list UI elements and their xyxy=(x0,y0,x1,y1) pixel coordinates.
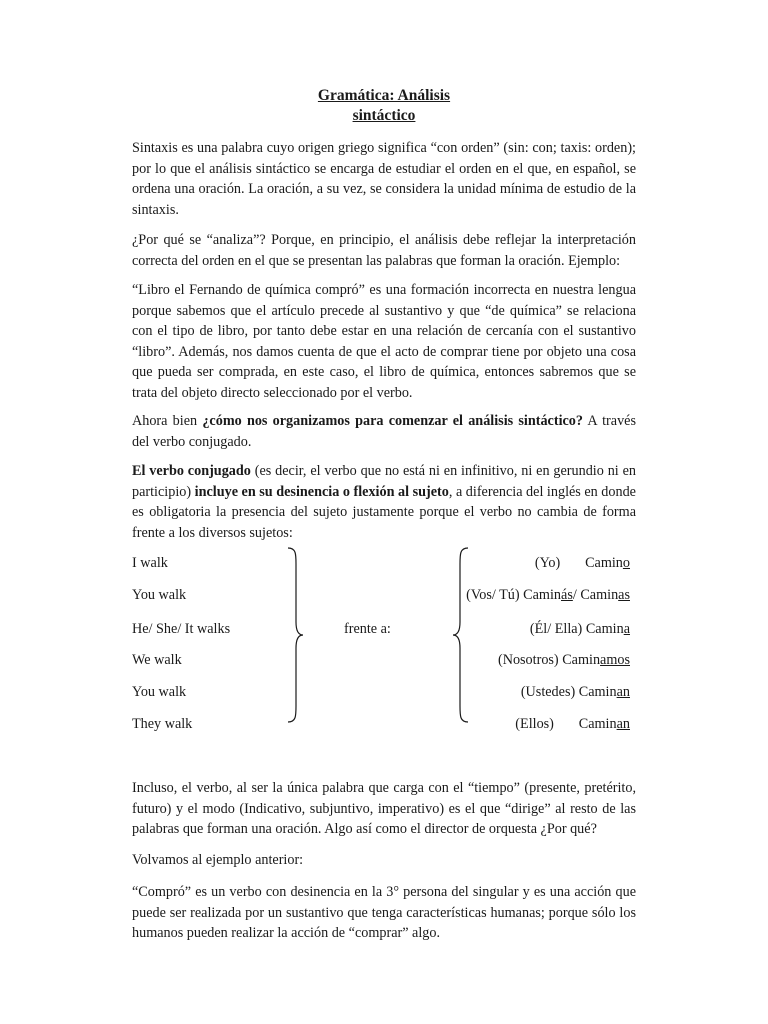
verb-ending: o xyxy=(622,555,630,571)
pronoun: (Ellos) xyxy=(515,716,554,732)
paragraph-6: Incluso, el verbo, al ser la única palabra que carga con el “tiempo” (presente, pretérito, futuro) y el modo (Indicativo, subjuntivo, imperativo) es el que “dirige” al resto de las palabras que forman una oración. Algo así como el director de orquesta ¿Por qué? xyxy=(132,780,636,838)
pronoun: (Yo) xyxy=(534,555,561,571)
english-conj-6: They walk xyxy=(132,716,193,732)
left-brace xyxy=(450,546,470,724)
paragraph-7: Volvamos al ejemplo anterior: xyxy=(132,852,304,868)
verb-stem: Camin xyxy=(562,652,601,668)
verb-ending: ás xyxy=(561,587,573,603)
p4-text-pre: Ahora bien xyxy=(132,413,203,429)
verb-ending: amos xyxy=(600,652,630,668)
verb-stem: Camin xyxy=(578,716,617,732)
spanish-conj-2 xyxy=(466,585,630,605)
paragraph-3: “Libro el Fernando de química compró” es una formación incorrecta en nuestra lengua porque sabemos que el artículo precede al sustantivo y que “de química” se relaciona con el tipo de libro, por tanto debe estar en una relación de cercanía con el sustantivo “libro”. Además, nos damos cuenta de que el acto de comprar tiene por objeto una cosa que pueda ser comprada, en este caso, el libro de química, entonces sabremos que se trata del objeto directo seleccionado por el verbo. xyxy=(132,282,636,401)
english-conj-2: You walk xyxy=(132,587,187,603)
verb-ending: a xyxy=(623,621,630,637)
pronoun: (Él/ Ella) xyxy=(529,621,583,637)
right-brace xyxy=(286,546,306,724)
pronoun: (Nosotros) xyxy=(497,652,559,668)
english-conj-1: I walk xyxy=(132,555,168,571)
spanish-conj-3 xyxy=(530,619,630,639)
p5-bold-1: El verbo conjugado xyxy=(132,463,251,479)
pronoun: (Vos/ Tú) xyxy=(466,587,520,603)
paragraph-8: “Compró” es un verbo con desinencia en la 3° persona del singular y es una acción que puede ser realizada por un sustantivo que tenga características humanas; porque sólo los humanos pueden realizar la acción de “comprar” algo. xyxy=(132,884,636,942)
spanish-conj-1 xyxy=(535,553,630,573)
verb-ending: an xyxy=(616,684,630,700)
p5-bold-2: incluye en su desinencia o flexión al sujeto xyxy=(194,483,449,500)
spanish-conj-4 xyxy=(498,650,630,670)
document-title xyxy=(0,86,768,126)
verb-alt-stem: / Camin xyxy=(572,587,619,603)
verb-ending: an xyxy=(616,716,630,732)
p5-text-2: , a diferencia del inglés en donde es obligatoria la presencia del sujeto justamente porque el verbo no cambia de forma frente a los diversos sujetos: xyxy=(132,483,636,541)
verb-stem: Camin xyxy=(585,555,623,571)
title-line-1: Gramática: Análisis xyxy=(317,87,451,104)
verb-alt-ending: as xyxy=(618,587,630,603)
spanish-conj-6 xyxy=(515,714,630,734)
title-line-2: sintáctico xyxy=(352,107,416,124)
verb-stem: Camin xyxy=(578,684,617,700)
pronoun: (Ustedes) xyxy=(520,684,576,700)
p4-question: ¿cómo nos organizamos para comenzar el análisis sintáctico? xyxy=(202,413,583,429)
english-conj-4: We walk xyxy=(132,652,182,668)
paragraph-4 xyxy=(132,411,636,452)
english-conj-5: You walk xyxy=(132,684,187,700)
p4-text-post: A través del verbo conjugado. xyxy=(132,413,636,450)
frente-label: frente a: xyxy=(344,621,391,637)
paragraph-1: Sintaxis es una palabra cuyo origen griego significa “con orden” (sin: con; taxis: orden); por lo que el análisis sintáctico se encarga de estudiar el orden en el que, en español, se ordena una oración. La oración, a su vez, se considera la unidad mínima de estudio de la sintaxis. xyxy=(132,140,636,218)
p5-text-1: (es decir, el verbo que no está ni en infinitivo, ni en gerundio ni en participio) xyxy=(132,463,636,500)
spanish-conj-5 xyxy=(521,682,630,702)
verb-stem: Camin xyxy=(523,587,562,603)
verb-stem: Camin xyxy=(585,621,624,637)
paragraph-5 xyxy=(132,461,636,543)
english-conj-3: He/ She/ It walks xyxy=(132,621,231,637)
paragraph-2: ¿Por qué se “analiza”? Porque, en principio, el análisis debe reflejar la interpretación correcta del orden en el que se presentan las palabras que forman la oración. Ejemplo: xyxy=(132,232,636,269)
